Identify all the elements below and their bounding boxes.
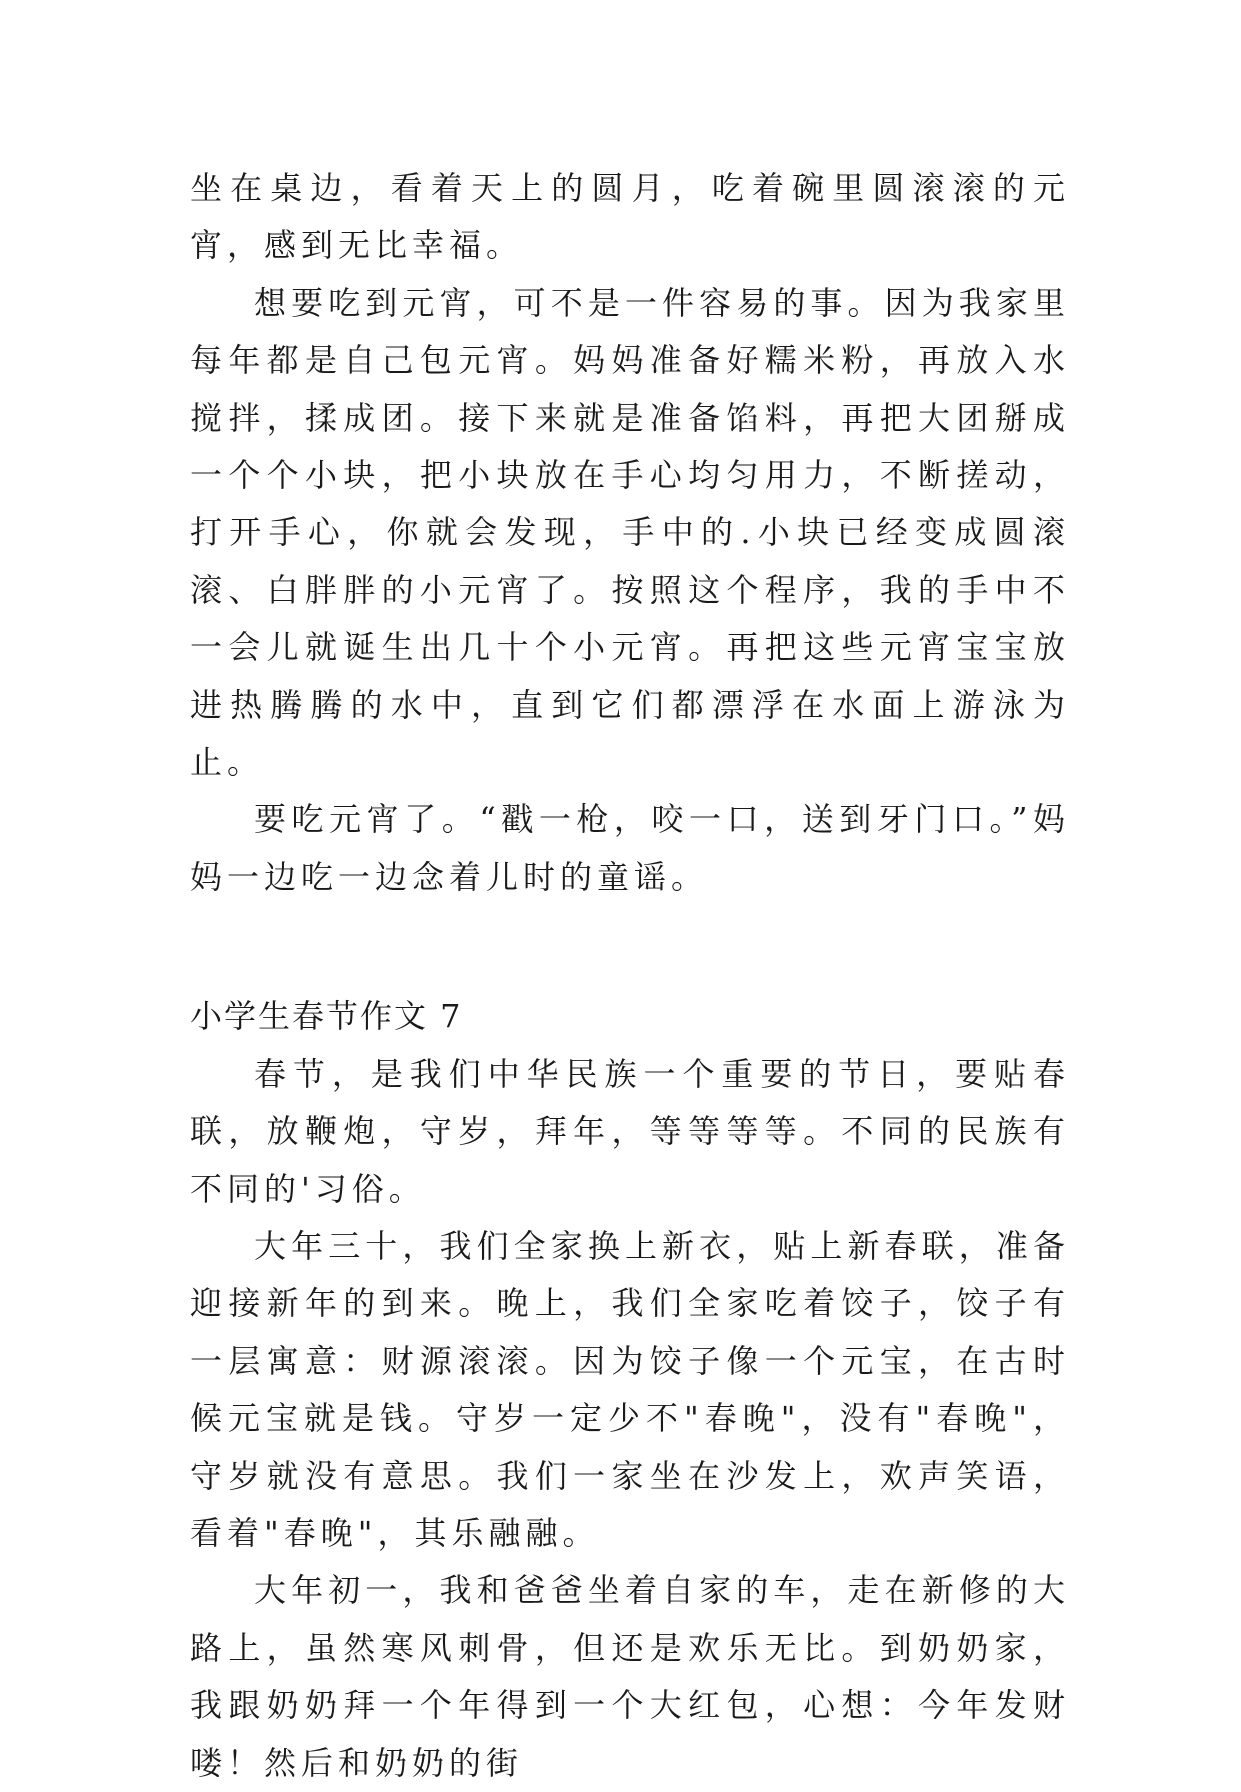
paragraph-spring-festival-intro: 春节，是我们中华民族一个重要的节日，要贴春联，放鞭炮，守岁，拜年，等等等等。不同的民族有不同的'习俗。 <box>190 1054 1070 1208</box>
section-gap <box>190 906 1070 988</box>
paragraph-new-years-day: 大年初一，我和爸爸坐着自家的车，走在新修的大路上，虽然寒风刺骨，但还是欢乐无比。到奶奶家，我跟奶奶拜一个年得到一个大红包，心想：今年发财喽！然后和奶奶的街 <box>190 1571 1070 1782</box>
paragraph-eating-yuanxiao: 要吃元宵了。“戳一枪，咬一口，送到牙门口。”妈妈一边吃一边念着儿时的童谣。 <box>190 800 1070 896</box>
section-title: 小学生春节作文 7 <box>190 997 463 1036</box>
paragraph-making-yuanxiao: 想要吃到元宵，可不是一件容易的事。因为我家里每年都是自己包元宵。妈妈准备好糯米粉，再放入水搅拌，揉成团。接下来就是准备馅料，再把大团掰成一个个小块，把小块放在手心均匀用力，不断搓动，打开手心，你就会发现，手中的.小块已经变成圆滚滚、白胖胖的小元宵了。按照这个程序，我的手中不一会儿就诞生出几十个小元宵。再把这些元宵宝宝放进热腾腾的水中，直到它们都漂浮在水面上游泳为止。 <box>190 283 1070 782</box>
paragraph-continuation: 坐在桌边，看着天上的圆月，吃着碗里圆滚滚的元宵，感到无比幸福。 <box>190 169 1070 265</box>
paragraph-new-years-eve: 大年三十，我们全家换上新衣，贴上新春联，准备迎接新年的到来。晚上，我们全家吃着饺子，饺子有一层寓意：财源滚滚。因为饺子像一个元宝，在古时候元宝就是钱。守岁一定少不"春晚"，没有"春晚"，守岁就没有意思。我们一家坐在沙发上，欢声笑语，看着"春晚"，其乐融融。 <box>190 1226 1070 1552</box>
document-body <box>190 160 1070 1792</box>
